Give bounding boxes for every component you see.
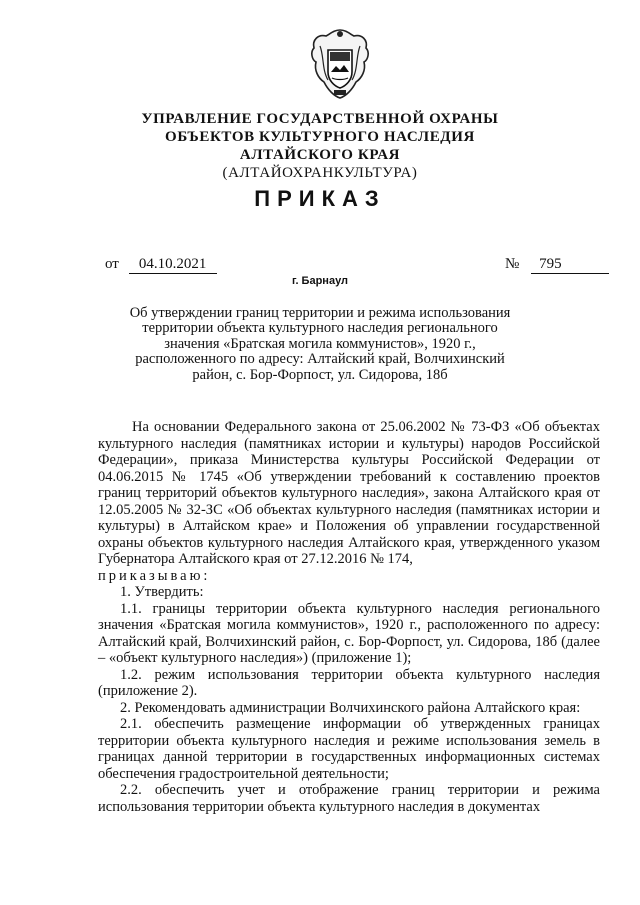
coat-of-arms-emblem [308, 26, 372, 102]
item-2-1: 2.1. обеспечить размещение информации об утвержденных границах территории объекта культурного наследия и режиме использования земель в границах данной территории в государственных информационных системах обеспечения градостроительной деятельности; [98, 716, 600, 782]
preamble-paragraph: На основании Федерального закона от 25.06.2002 № 73-ФЗ «Об объектах культурного наследия (памятниках истории и культуры) народов Российской Федерации», приказа Министерства культуры Российской Федерации от 04.06.2015 № 1745 «Об утверждении требований к составлению проектов границ территорий объектов культурного наследия», закона Алтайского края от 12.05.2005 № 32-ЗС «Об объектах культурного наследия (памятниках истории и культуры) в Алтайском крае» и Положения об управлении государственной охраны объектов культурного наследия Алтайского края, утвержденного указом Губернатора Алтайского края от 27.12.2016 № 174, [98, 419, 600, 567]
number-prefix: № [505, 256, 520, 272]
number-block [505, 256, 609, 274]
document-body [98, 419, 600, 815]
city-name: г. Барнаул [291, 275, 349, 287]
item-2: 2. Рекомендовать администрации Волчихинского района Алтайского края: [120, 699, 581, 716]
agency-name-line-2: ОБЪЕКТОВ КУЛЬТУРНОГО НАСЛЕДИЯ [165, 129, 475, 145]
item-1: 1. Утвердить: [120, 584, 204, 600]
document-subject: Об утверждении границ территории и режима использования территории объекта культурного наследия регионального значения «Братская могила коммунистов», 1920 г., расположенного по адресу: Алтайский край, Волчихинский район, с. Бор-Форпост, ул. Сидорова, 18б [129, 305, 511, 383]
agency-name-line-1: УПРАВЛЕНИЕ ГОСУДАРСТВЕННОЙ ОХРАНЫ [141, 111, 499, 127]
agency-name-line-3: АЛТАЙСКОГО КРАЯ [239, 147, 401, 163]
item-1-1: 1.1. границы территории объекта культурного наследия регионального значения «Братская могила коммунистов», 1920 г., расположенного по адресу: Алтайский край, Волчихинский район, с. Бор-Форпост, ул. Сидорова, 18б (далее – «объект культурного наследия») (приложение 1); [98, 600, 600, 666]
document-date: 04.10.2021 [129, 256, 217, 274]
agency-abbreviation: (АЛТАЙОХРАНКУЛЬТУРА) [222, 165, 418, 181]
order-word: приказываю: [98, 567, 211, 584]
date-prefix: от [105, 256, 119, 272]
document-type-title: ПРИКАЗ [254, 186, 386, 211]
document-number: 795 [531, 256, 609, 274]
item-2-2: 2.2. обеспечить учет и отображение границ территории и режима использования территории объекта культурного наследия в документах [98, 782, 600, 815]
date-block [105, 256, 217, 274]
item-1-2: 1.2. режим использования территории объекта культурного наследия (приложение 2). [98, 666, 600, 699]
